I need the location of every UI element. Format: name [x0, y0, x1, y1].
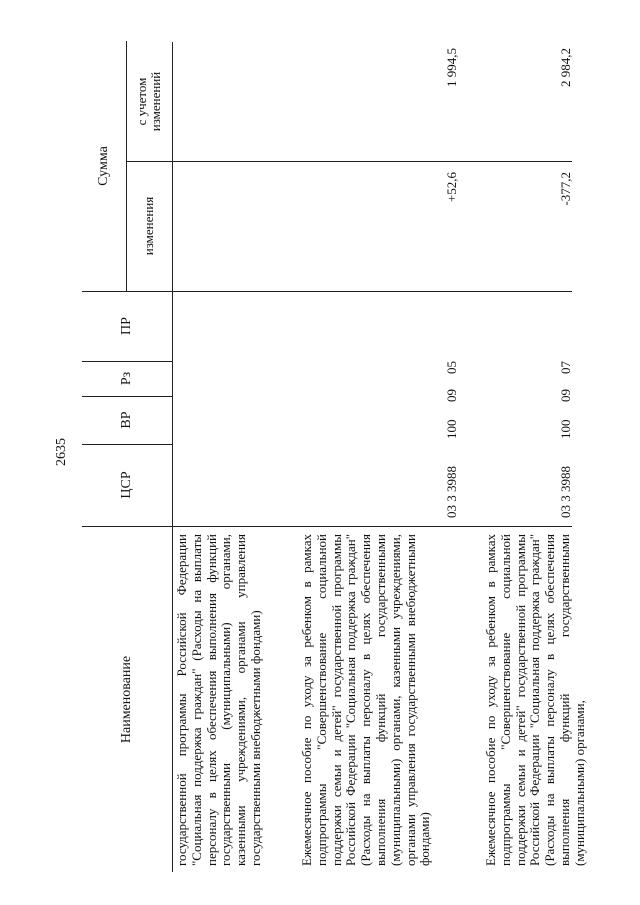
row-change: +52,6 — [444, 172, 459, 203]
row-csr: 03 3 3988 — [444, 466, 459, 518]
row-name: Ежемесячное пособие по уходу за ребенком в рамках подпрограммы "Совершенствование социальной поддержки семьи и детей" государственной программы Российской Федерации "Социальная поддержка граждан" (Расходы на выплаты персоналу в целях обеспечения выполнения функций государственными (муниципальными) органами, — [483, 534, 587, 866]
header-csr: ЦСР — [82, 444, 172, 527]
page-number: 2635 — [54, 438, 69, 466]
header-change: изменения — [126, 161, 172, 292]
header-name: Наименование — [119, 655, 134, 744]
row-pr: 07 — [558, 361, 573, 374]
row-name: государственной программы Российской Федерации "Социальная поддержка граждан" (Расходы на выплаты персоналу в целях обеспечения выполнения функций государственными (муниципальными) органами, казенными учреждениями, органами управления государственными внебюджетными фондами) — [174, 534, 263, 866]
row-with-changes: 1 994,5 — [444, 48, 459, 87]
header-sum: Сумма — [82, 41, 127, 292]
row-name: Ежемесячное пособие по уходу за ребенком в рамках подпрограммы "Совершенствование социальной поддержки семьи и детей" государственной программы Российской Федерации "Социальная поддержка граждан" (Расходы на выплаты персоналу в целях обеспечения выполнения функций государственными (муниципальными) органами, казенными учреждениями, органами управления государственными внебюджетными фондами) — [299, 534, 433, 866]
header-pr: ПР — [82, 291, 172, 362]
table-body — [172, 42, 587, 872]
row-with-changes: 2 984,2 — [558, 48, 573, 87]
row-change: -377,2 — [558, 172, 573, 206]
row-vr: 100 — [444, 419, 459, 439]
header-vr: ВР — [82, 396, 172, 445]
rotated-table-container — [82, 42, 587, 872]
header-with-changes: с учетом изменений — [126, 42, 172, 162]
budget-table — [82, 42, 587, 872]
row-rz: 09 — [558, 389, 573, 402]
row-vr: 100 — [558, 419, 573, 439]
row-rz: 09 — [444, 389, 459, 402]
header-rz: Рз — [82, 361, 172, 397]
row-csr: 03 3 3988 — [558, 466, 573, 518]
row-pr: 05 — [444, 361, 459, 374]
table-header — [82, 42, 173, 872]
